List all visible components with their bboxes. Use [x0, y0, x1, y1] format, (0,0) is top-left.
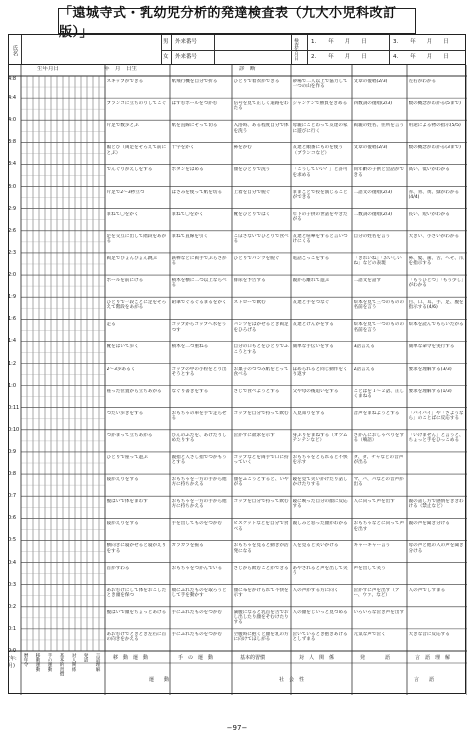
item-cell: ことばを１〜２語、正しくまねる [353, 388, 405, 399]
item-cell: 寝がえりをする [106, 521, 139, 527]
item-cell: 同年齢の子供と会話ができる [353, 167, 405, 178]
item-cell: 「もうひとつ」「もう少し」がわかる [408, 278, 464, 289]
item-cell: 身ぶりをまねする（オツムテンテンなど） [292, 432, 348, 444]
item-cell: 手にふれたものをつかむ [171, 609, 223, 615]
item-cell: ビスケットなどを自分で食べる [233, 521, 289, 532]
item-cell: 入浴時、ある程度自分で体を洗う [233, 123, 289, 134]
item-cell: 腹ばいで頭をちょっとあげる [106, 609, 167, 615]
item-cell: 顔をひとりで洗う [233, 167, 271, 173]
item-cell: 手を出してものをつかむ [171, 521, 223, 527]
age-label: 3:8 [8, 139, 17, 146]
footer-axis-label: 移動運動 [35, 653, 40, 672]
item-cell: 人の声でしずまる [408, 587, 446, 593]
sex-female-label: 女 [163, 54, 169, 60]
item-cell: なぐり書きをする [171, 388, 209, 394]
item-cell: 友達と喧嘩をすると言いつけにくる [292, 233, 348, 245]
item-cell: 絵本を読んでもらいたがる [408, 322, 464, 328]
footer-group-motor: 運 動 [149, 677, 170, 683]
item-cell: 声を出して笑う [353, 565, 386, 571]
item-cell: 数の概念がわかる(3まで) [408, 145, 461, 151]
item-cell: おもちゃをつかんでいる [171, 565, 223, 571]
item-cell: パンツをはかせるとき両足をひろげる [233, 322, 289, 333]
outpatient-number-label-1: 外来番号 [175, 39, 198, 45]
item-cell: 空腹時に抱くと顔を乳の方に向けてほしがる [233, 631, 289, 643]
item-cell: 要求を理解する(3/3) [408, 366, 452, 372]
item-cell: 二語文を話す [353, 278, 382, 284]
age-label: 0:1 [8, 625, 17, 632]
footer-axis-label: 基本的習慣 [59, 653, 64, 676]
item-cell: 用途による物の指示(5/5) [408, 123, 461, 129]
age-label: 2:6 [8, 227, 17, 234]
item-cell: 文章の復唱(2/3) [353, 145, 388, 151]
item-cell: おもちゃの車を手で走らせる [171, 410, 227, 421]
item-cell: ままごとで役を演じることができる [292, 189, 348, 200]
age-label: 0:5 [8, 537, 17, 544]
item-cell: 手にふれたものをつかむ [171, 631, 223, 637]
item-cell: 泣かずに欲求を示す [233, 432, 275, 438]
item-cell: さじから飲むことができる [233, 565, 289, 571]
age-label: 4:8 [8, 76, 17, 82]
item-cell: マ、バ、パなどの音声が出る [353, 477, 404, 488]
item-cell: キャーキャー言う [353, 543, 391, 549]
item-cell: 赤、青、黄、緑がわかる(4/4) [408, 189, 460, 200]
item-cell: ひとりで一段ごとに足をそろえて階段をあがる [106, 300, 167, 311]
item-cell: 両足でぴょんぴょん跳ぶ [106, 255, 158, 261]
age-label: 0:2 [8, 603, 17, 610]
item-cell: 自分の姓名を言う [353, 233, 391, 239]
age-label: 0:11 [8, 404, 20, 411]
item-cell: おもちゃを一方の手から他方に持ちかえる [171, 477, 227, 488]
item-cell: 鼻をかむ [233, 145, 252, 151]
item-cell: 元気な声で泣く [353, 631, 386, 637]
item-cell: 絵本を見て一つのものの名前を言う [353, 322, 405, 333]
age-label: 0:4 [8, 559, 17, 566]
item-cell: 高い、低いがわかる [408, 167, 450, 173]
item-cell: 簡単な命令を実行する [408, 344, 455, 350]
item-cell: 母の声と他の人の声を聞き分ける [408, 543, 464, 554]
item-cell: おもちゃをとられると不快を示す [292, 454, 348, 466]
item-cell: 排尿を予告する [233, 278, 266, 284]
item-cell: コップなどを両手で口に持っていく [233, 454, 289, 466]
development-chart [8, 64, 466, 694]
item-cell: 友達と手をつなぐ [292, 300, 330, 306]
item-cell: 年下の子供の世話をやきたがる [292, 211, 348, 222]
item-cell: 積木を横に二つ以上ならべる [171, 278, 227, 289]
item-cell: 二語文の復唱(2/3) [353, 189, 393, 195]
item-cell: 四数詞の復唱(2/3) [353, 101, 393, 107]
item-cell: コップを自分で持って飲む [233, 410, 289, 416]
item-cell: 友達と順番にものを使う（ブランコなど） [292, 145, 344, 156]
item-cell: コップの中の小粒をとり出そうとする [171, 366, 227, 377]
age-label: 1:0 [8, 382, 17, 389]
item-cell: 幅とび（両足をそろえて前にとぶ） [106, 145, 167, 156]
item-cell: 十字をかく [171, 145, 195, 151]
item-cell: はさみを使って紙を切る [171, 189, 223, 195]
item-cell: 目、口、耳、手、足、腹を指示する(4/6) [408, 300, 464, 311]
item-cell: コップを自分で持って飲む [233, 499, 289, 505]
item-cell: ガラガラを振る [171, 543, 204, 549]
item-cell: おもちゃなどに向って声を出す [353, 521, 405, 532]
exam-date-3: 3． 年 月 日 [393, 39, 449, 45]
exam-date-1: 1． 年 月 日 [311, 39, 367, 45]
item-cell: 寝がえりをする [106, 477, 139, 483]
item-cell: 信号を見て正しく道路をわたる [233, 101, 289, 112]
footer-column-label: 基本的習慣 [240, 655, 266, 661]
age-label: 2:9 [8, 205, 17, 212]
item-cell: 片足で2〜3秒立つ [106, 189, 145, 195]
age-label: 4:0 [8, 117, 17, 124]
age-label: 0:9 [8, 448, 17, 455]
item-cell: まねて〇をかく [171, 211, 204, 217]
item-cell: 砂場で二人以上で協力して一つの山を作る [292, 79, 348, 90]
item-cell: つかまって立ちあがる [106, 432, 153, 438]
item-cell: びんのふたを、あけたりしめたりする [171, 432, 227, 444]
exam-date-2: 2． 年 月 日 [311, 54, 367, 60]
item-cell: 満腹になると乳首を舌でおし出したり顔をそむけたりする [233, 609, 289, 626]
item-cell: 要求を理解する(1/3) [408, 388, 452, 394]
item-cell: 「こうしていい？」と許可を求める [292, 167, 348, 178]
item-cell: 「きれいね」「おいしいね」などの表現 [353, 255, 402, 267]
item-cell: あおむけにして体をおこしたとき頭を保つ [106, 587, 167, 598]
item-cell: 父や母の後追いをする [292, 388, 339, 394]
item-cell: はずむボールをつかむ [171, 101, 218, 107]
age-label: 3:0 [8, 183, 17, 190]
item-cell: 大きな音に反応する [408, 631, 450, 637]
item-cell: 人に向って声を出す [353, 499, 395, 505]
item-cell: タ、ダ、チャなどの音声が出る [353, 454, 404, 466]
footer-axis-label: 発語 [83, 653, 88, 663]
item-cell: でんぐりがえしをする [106, 167, 153, 173]
item-cell: 人の声がする方に向く [292, 587, 339, 593]
footer-group-language: 言 語 [414, 677, 435, 683]
item-cell: 音声をまねようとする [353, 410, 400, 416]
item-cell: 鼻、髪、歯、舌、へそ、爪を指示する [408, 255, 464, 267]
item-cell: 母親にことわって友達の家に遊びに行く [292, 123, 348, 134]
item-cell: ひとりでパンツを脱ぐ [233, 255, 280, 261]
item-cell: ブランコに立ちのりしてこぐ [106, 101, 167, 107]
item-cell: スキップができる [106, 79, 144, 84]
item-cell: お菓子のつつみ紙をとって食べる [233, 366, 289, 377]
age-label: 0:6 [8, 515, 17, 522]
page-title: 「遠城寺式・乳幼児分析的発達検査表（九大小児科改訂版）」 [58, 8, 416, 34]
item-cell: 鉄棒などに両手でぶらさがる [171, 255, 227, 267]
item-cell: 数の概念がわかる(5まで) [408, 101, 461, 107]
item-cell: 電話ごっこをする [292, 255, 330, 261]
item-cell: コップからコップへ水をうつす [171, 322, 227, 333]
item-cell: 長い、短いがわかる [408, 211, 450, 217]
age-label: 1:6 [8, 316, 17, 323]
item-cell: 大きい、小さいがわかる [408, 233, 460, 239]
item-cell: 人の顔をじいっと見つめる [292, 609, 348, 615]
item-cell: 顔に布をかけられて不快を示す [233, 587, 289, 598]
sex-male-label: 男 [163, 39, 169, 45]
diagnosis-label: 診 断 [239, 66, 256, 72]
item-cell: ひとりで着衣ができる [233, 79, 280, 84]
item-cell: さかんにおしゃべりをする（喃語） [353, 432, 405, 444]
age-label: (年:月) [8, 656, 17, 669]
age-label: 1:9 [8, 294, 17, 301]
item-cell: 顔をふこうとすると、いやがる [233, 477, 289, 488]
item-cell: 友達とけんかをする [292, 322, 334, 328]
item-cell: 首がすわる [106, 565, 130, 571]
item-cell: 親の声を聞き分ける [408, 521, 450, 527]
item-cell: 人を見ると笑いかける [292, 543, 339, 549]
item-cell: 横向きに寝かせると寝がえりをする [106, 543, 167, 554]
age-label: 0:8 [8, 471, 17, 478]
footer-column-label: 発 語 [360, 655, 391, 661]
item-cell: あおむけでときどき左右に首の向きをかえる [106, 631, 167, 643]
item-cell: ひとりで座って遊ぶ [106, 454, 148, 460]
item-cell: おもちゃを見ると動きが活発になる [233, 543, 289, 554]
item-cell: 自分の口もとをひとりでふこうとする [233, 344, 289, 355]
item-cell: 親指と人さし指でつかもうとする [171, 454, 227, 466]
age-label: 4:4 [8, 95, 17, 102]
item-cell: 紙飛行機を自分で折る [171, 79, 218, 84]
item-cell: つたい歩きをする [106, 410, 144, 416]
item-cell: ボールを前にける [106, 278, 144, 284]
item-cell: 文章の復唱(2/3) [353, 79, 388, 84]
footer-column-label: 手 の 運 動 [178, 655, 214, 661]
footer-group-social: 社 会 性 [279, 677, 305, 683]
item-cell: 片足で数歩とぶ [106, 123, 139, 129]
item-cell: 人見知りをする [292, 410, 325, 416]
item-cell: 積木を二つ重ねる [171, 344, 209, 350]
age-label: 1:2 [8, 360, 17, 367]
footer-axis-label: 対人関係 [71, 653, 76, 672]
item-cell: 3語言える [353, 344, 375, 350]
item-cell: 2語言える [353, 366, 375, 372]
birth-date-label: 生年月日 [37, 66, 60, 72]
patient-header [8, 34, 466, 64]
footer-column-label: 対 人 関 係 [299, 655, 335, 661]
item-cell: 泣かずに声を出す（アー、ウァ、など） [353, 587, 400, 598]
item-cell: 親から離れて遊ぶ [292, 278, 330, 284]
item-cell: 親しみと怒った顔がわかる [292, 521, 348, 527]
item-cell: 足を交互に出して階段をあがる [106, 233, 167, 245]
footer-axis-label: 暦年令 [23, 653, 28, 667]
item-cell: 鏡を見て笑いかけたり話しかけたりする [292, 477, 348, 488]
age-label: 2:3 [8, 249, 17, 256]
item-cell: ジャンケンで勝負をきめる [292, 101, 348, 107]
age-label: 2:0 [8, 272, 17, 279]
item-cell: おもちゃを一方の手から他方に持ちかえる [171, 499, 227, 510]
item-cell: 絵本を見て三つのものの名前を言う [353, 300, 405, 311]
age-label: 0:7 [8, 493, 17, 500]
item-cell: 両親の姓名、住所を言う [353, 123, 405, 129]
item-cell: 親の話し方で感情をききわける（禁止など） [408, 499, 464, 510]
item-cell: 二数詞の復唱(2/3) [353, 211, 393, 217]
item-cell: さじで食べようとする [233, 388, 280, 394]
item-cell: いろいろな泣き声を出す [353, 609, 405, 615]
age-label: 1:4 [8, 338, 17, 345]
item-cell: ボタンをはめる [171, 167, 204, 173]
name-label: 氏名 [11, 45, 18, 56]
item-cell: 走る [106, 322, 116, 328]
age-label: 0:0 [8, 648, 17, 654]
item-cell: 鏡に映った自分の顔に反応する [292, 499, 348, 510]
item-cell: 「いけません」と言うと、ちょっと手をひっこめる [408, 432, 464, 444]
item-cell: あやされると声を出して笑う [292, 565, 348, 576]
item-cell: 左右がわかる [408, 79, 437, 84]
birth-date-value: 年 月 日生 [104, 66, 138, 72]
item-cell: 泣いているとき抱きあげるとしずまる [292, 631, 348, 643]
item-cell: 鉛筆でぐるぐるまるをかく [171, 300, 227, 306]
page-number: −97− [226, 724, 248, 732]
age-label: 0:3 [8, 581, 17, 588]
item-cell: 頬にふれたものを取ろうとして手を動かす [171, 587, 227, 598]
footer-column-label: 移 動 運 動 [113, 655, 149, 661]
footer-column-label: 言 語 理 解 [415, 655, 451, 661]
item-cell: ほめられると同じ動作をくり返す [292, 366, 348, 377]
exam-date-label: 検査年月日 [293, 38, 299, 61]
item-cell: 「バイバイ」や「さようなら」のことばに反応する [408, 410, 464, 421]
item-cell: まねて〇をかく [106, 211, 139, 217]
age-label: 3:4 [8, 161, 17, 168]
age-label: 0:10 [8, 426, 20, 433]
item-cell: ストローで飲む [233, 300, 266, 306]
item-cell: まねて直線を引く [171, 233, 209, 239]
item-cell: 靴をはいて歩く [106, 344, 139, 350]
item-cell: 座った位置から立ちあがる [106, 388, 162, 394]
footer-axis-label: 言語理解 [95, 653, 100, 672]
item-cell: 2〜3歩あるく [106, 366, 136, 372]
item-cell: 簡単な手伝いをする [292, 344, 334, 350]
item-cell: 靴をひとりではく [233, 211, 271, 217]
exam-date-4: 4． 年 月 日 [393, 54, 449, 60]
item-cell: 腹ばいで体をまわす [106, 499, 148, 505]
item-cell: こぼさないでひとりで食べる [233, 233, 289, 245]
footer-axis-label: 手の運動 [47, 653, 52, 672]
item-cell: 上着を自分で脱ぐ [233, 189, 271, 195]
item-cell: 紙を直線にそって切る [171, 123, 218, 129]
outpatient-number-label-2: 外来番号 [175, 54, 198, 60]
